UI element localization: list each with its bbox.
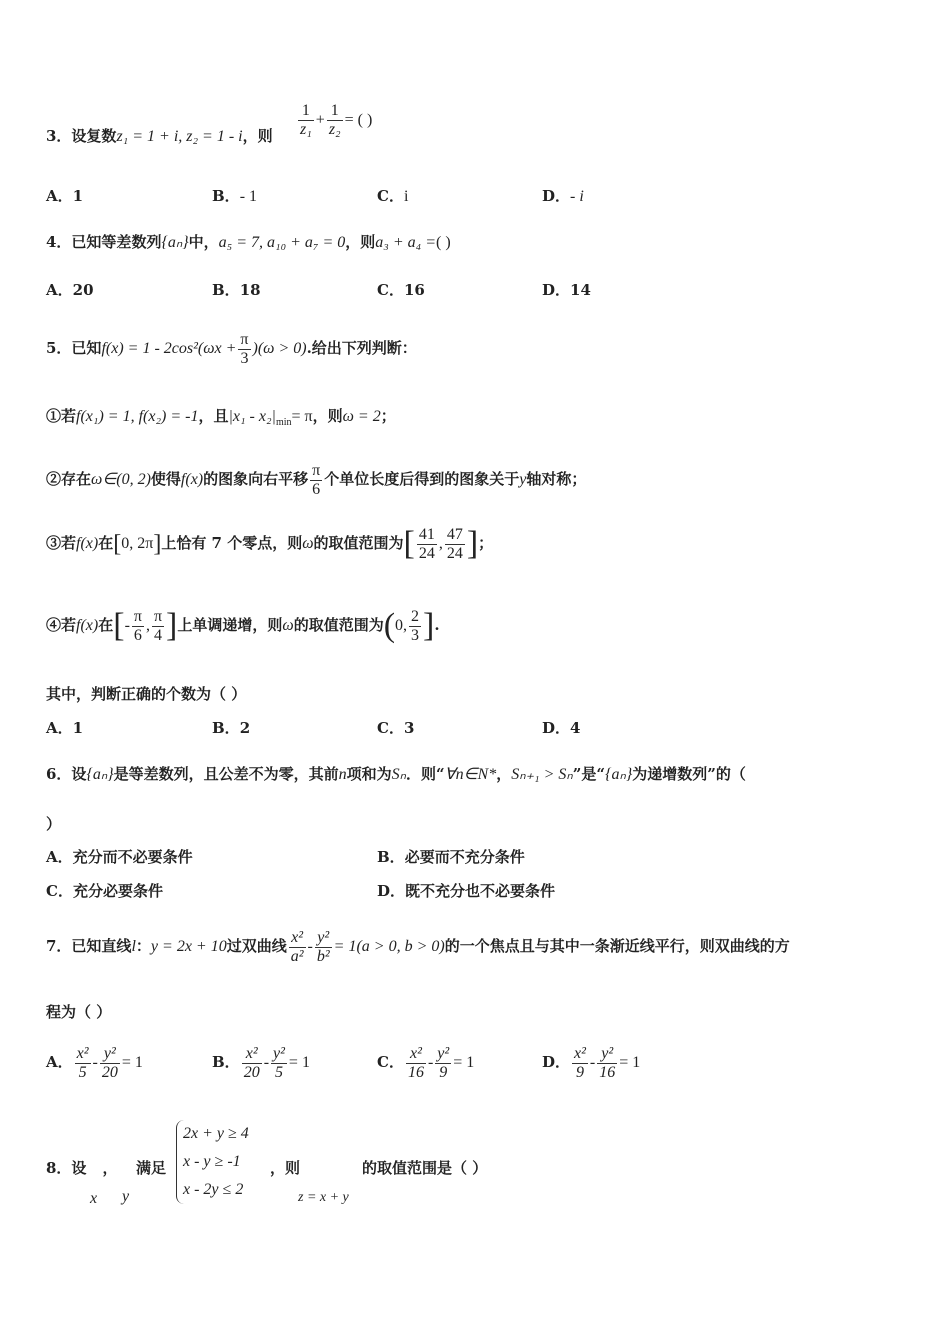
q5-option-b[interactable]: B．2 — [212, 719, 251, 737]
q4-option-b[interactable]: B．18 — [212, 281, 261, 299]
q4-expr: a₃ + a₄ = — [375, 234, 437, 251]
q3-option-d[interactable]: D．- i — [542, 187, 584, 205]
q7-option-b[interactable]: B． $\frac{\text{x²}}{20}$ - $\frac{\text{y²}}{5}$ = 1 — [212, 1044, 310, 1081]
q5-statement-1: ①若f(x₁) = 1, f(x₂) = -1，且$|x_1 - x_2|_{min}= \pi$，则ω = 2； — [46, 407, 396, 428]
q4-stem: 4．已知等差数列{aₙ}中，a₅ = 7, a₁₀ + a₇ = 0，则a₃ + a₄ =( ) — [46, 233, 451, 251]
q5-option-d[interactable]: D．4 — [542, 719, 581, 737]
q4-cond: a₅ = 7, a₁₀ + a₇ = 0 — [218, 234, 346, 251]
q7-option-c[interactable]: C． $\frac{\text{x²}}{16}$ - $\frac{\text{y²}}{9}$ = 1 — [377, 1044, 475, 1081]
q6-stem-line2: ） — [46, 815, 62, 833]
q3-option-a[interactable]: A．1 — [46, 187, 84, 205]
q5-stem: 5．已知f(x) = 1 - 2cos²(ωx + $\frac{\pi}{3}$ )(ω > 0).给出下列判断： — [46, 330, 417, 367]
q8-stem-c: ，则 — [270, 1159, 301, 1177]
q6-option-b[interactable]: B．必要而不充分条件 — [377, 848, 525, 866]
q8-stem-a: 8．设 ， — [46, 1159, 118, 1177]
q6-option-a[interactable]: A．充分而不必要条件 — [46, 848, 193, 866]
q7-stem-line2: 程为（ ） — [46, 1003, 112, 1021]
q8-stem-b: 满足 — [136, 1159, 167, 1177]
q5-option-c[interactable]: C．3 — [377, 719, 415, 737]
q7-option-a[interactable]: A． $\frac{\text{x²}}{5}$ - $\frac{\text{y²}}{20}$ = 1 — [46, 1044, 143, 1081]
q3-frac-2: $\frac{1}{\text{z₂}}$ — [328, 102, 341, 138]
q7-option-d[interactable]: D． $\frac{\text{x²}}{9}$ - $\frac{\text{y²}}{16}$ = 1 — [542, 1044, 641, 1081]
q5-statement-2: ②存在ω∈(0, 2)使得f(x)的图象向右平移 $\frac{\pi}{6}$ 个单位长度后得到的图象关于y轴对称； — [46, 461, 587, 498]
q5-statement-4: ④若f(x)在[- $\frac{\pi}{6}$ , $\frac{\pi}{4}$ ]上单调递增，则ω的取值范围为(0, $\frac{2}{3}$ ]. — [46, 607, 440, 644]
q4-option-c[interactable]: C．16 — [377, 281, 425, 299]
q7-stem: 7．已知直线l：y = 2x + 10过双曲线 $\frac{\text{x²}}{\text{a²}}$ - $\frac{\text{y²}}{\text{b²}}$ = 1(a > 0, b > 0)的一个焦点且与其中一条渐近线平行，则双曲线的方 — [46, 928, 790, 965]
q8-var-y: y — [122, 1188, 130, 1205]
q4-seq: {aₙ} — [161, 234, 189, 251]
q3-formula: z₁ = 1 + i, z₂ = 1 - i — [116, 128, 243, 145]
q6-stem: 6．设{aₙ}是等差数列，且公差不为零，其前n项和为Sₙ．则“∀n∈N*，Sₙ₊₁ > Sₙ”是“{aₙ}为递增数列”的（ — [46, 765, 746, 783]
q3-stem — [46, 126, 273, 147]
q8-constraint-3: x - 2y ≤ 2 — [183, 1181, 244, 1198]
q3-stem-text-b: ，则 — [242, 127, 273, 145]
q3-expression: $\frac{1}{\text{z₁}}$ + $\frac{1}{\text{z₂}}$ = ( ) — [300, 102, 373, 138]
q5-option-a[interactable]: A．1 — [46, 719, 84, 737]
q8-constraint-system — [176, 1120, 249, 1204]
q4-option-a[interactable]: A．20 — [46, 281, 94, 299]
q8-constraint-1: 2x + y ≥ 4 — [183, 1125, 249, 1142]
q8-constraint-2: x - y ≥ -1 — [183, 1153, 241, 1170]
q4-option-d[interactable]: D．14 — [542, 281, 591, 299]
q8-objective: z = x + y — [298, 1190, 349, 1205]
q5-func: f(x) = 1 - 2cos²(ωx + — [101, 340, 237, 357]
q5-statement-3: ③若f(x)在[0, 2π]上恰有 7 个零点，则ω的取值范围为[ $\frac{41}{24}$ , $\frac{47}{24}$ ]； — [46, 525, 494, 562]
q5-summary: 其中，判断正确的个数为（ ） — [46, 685, 247, 703]
q3-stem-text: 3．设复数 — [46, 127, 117, 145]
q8-stem-d: 的取值范围是（ ） — [362, 1159, 488, 1177]
q6-option-c[interactable]: C．充分必要条件 — [46, 882, 163, 900]
q3-option-c[interactable]: C．i — [377, 187, 409, 205]
q6-option-d[interactable]: D．既不充分也不必要条件 — [377, 882, 556, 900]
q8-var-x: x — [90, 1190, 98, 1207]
q3-frac-1: $\frac{1}{\text{z₁}}$ — [300, 102, 312, 138]
q3-option-b[interactable]: B．- 1 — [212, 187, 258, 205]
q3-tail: = ( ) — [344, 111, 373, 129]
